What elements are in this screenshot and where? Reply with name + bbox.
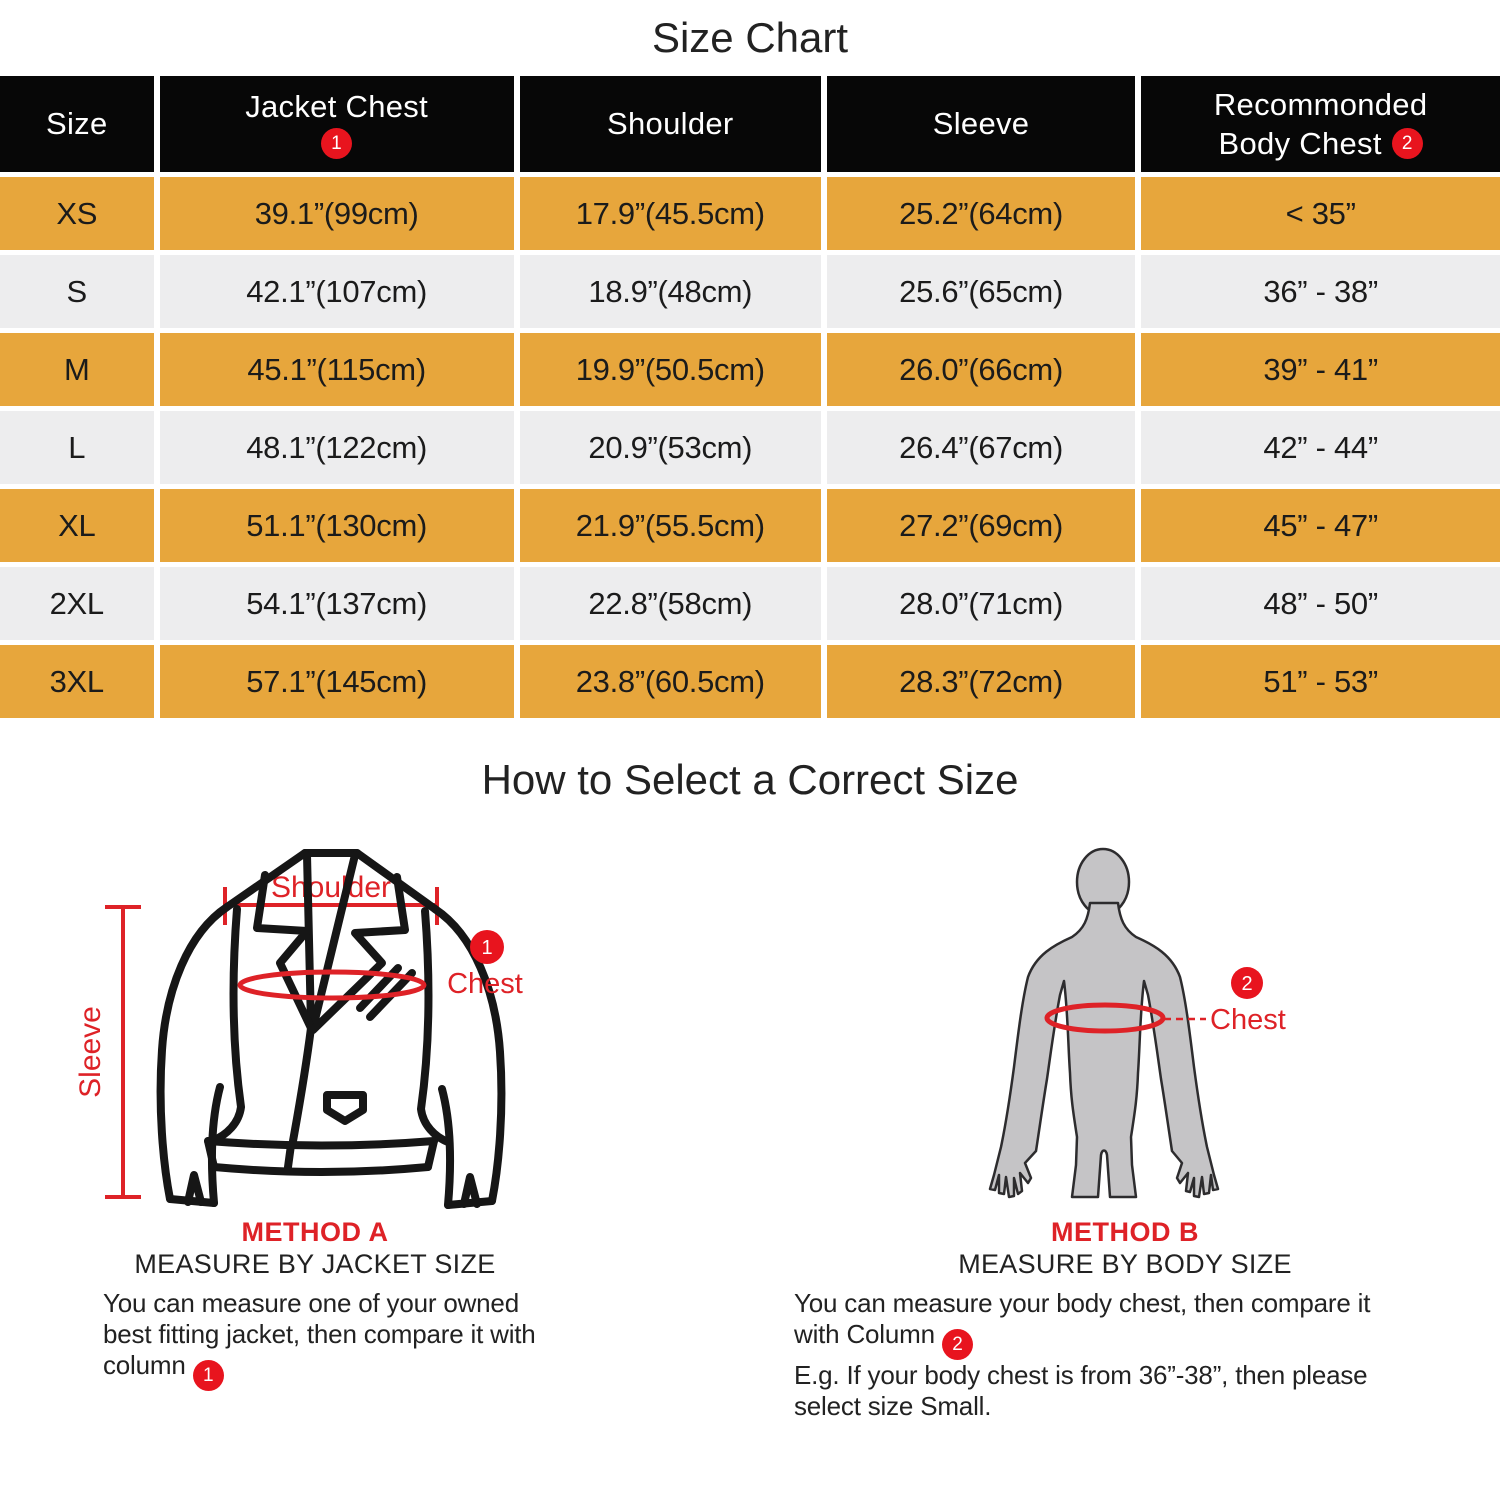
body-diagram <box>980 845 1320 1245</box>
svg-text:2: 2 <box>1241 973 1253 995</box>
cell-shoulder: 19.9”(50.5cm) <box>520 333 821 406</box>
col-header-shoulder-label: Shoulder <box>607 106 734 141</box>
cell-sleeve: 28.0”(71cm) <box>827 567 1135 640</box>
cell-sleeve: 25.2”(64cm) <box>827 177 1135 250</box>
page-title: Size Chart <box>651 14 849 61</box>
badge-1-icon: 1 <box>193 1360 224 1391</box>
table-row <box>0 567 1500 640</box>
cell-size: L <box>0 411 154 484</box>
cell-body-chest: 42” - 44” <box>1141 411 1500 484</box>
table-row <box>0 645 1500 718</box>
cell-sleeve: 26.0”(66cm) <box>827 333 1135 406</box>
method-a-title: METHOD A <box>241 1217 389 1247</box>
method-b-description-line2: E.g. If your body chest is from 36”-38”, then please select size Small. <box>794 1360 1368 1421</box>
header-row <box>0 76 1500 172</box>
col-header-jacket-chest-label: Jacket Chest <box>245 89 429 124</box>
size-table <box>0 71 1500 723</box>
jacket-chest-callout <box>447 930 523 1000</box>
table-row <box>0 255 1500 328</box>
col-header-size <box>0 76 154 172</box>
badge-2-icon: 2 <box>942 1329 973 1360</box>
method-a-subtitle: MEASURE BY JACKET SIZE <box>134 1249 496 1279</box>
cell-shoulder: 23.8”(60.5cm) <box>520 645 821 718</box>
body-chest-label: Chest <box>1210 1004 1286 1036</box>
col-header-sleeve-label: Sleeve <box>932 106 1030 141</box>
method-a-description <box>103 1288 553 1391</box>
jacket-diagram <box>60 845 580 1245</box>
cell-size: S <box>0 255 154 328</box>
cell-size: XS <box>0 177 154 250</box>
method-b-title: METHOD B <box>1051 1217 1199 1247</box>
method-a-panel <box>45 845 585 1465</box>
shoulder-label: Shoulder <box>270 871 392 904</box>
col-header-size-label: Size <box>45 106 108 141</box>
col-header-body-chest-line2: Body Chest <box>1218 125 1382 161</box>
cell-body-chest: 45” - 47” <box>1141 489 1500 562</box>
table-row <box>0 489 1500 562</box>
table-row <box>0 411 1500 484</box>
table-row <box>0 177 1500 250</box>
cell-sleeve: 26.4”(67cm) <box>827 411 1135 484</box>
col-header-shoulder <box>520 76 821 172</box>
cell-body-chest: 39” - 41” <box>1141 333 1500 406</box>
method-b-subtitle: MEASURE BY BODY SIZE <box>958 1249 1292 1279</box>
cell-shoulder: 21.9”(55.5cm) <box>520 489 821 562</box>
col-header-body-chest <box>1141 76 1500 172</box>
cell-jacket-chest: 39.1”(99cm) <box>160 177 514 250</box>
how-to-select-title: How to Select a Correct Size <box>481 756 1019 803</box>
cell-jacket-chest: 42.1”(107cm) <box>160 255 514 328</box>
sleeve-label: Sleeve <box>74 1006 107 1098</box>
cell-shoulder: 20.9”(53cm) <box>520 411 821 484</box>
cell-size: 2XL <box>0 567 154 640</box>
cell-size: XL <box>0 489 154 562</box>
cell-body-chest: 51” - 53” <box>1141 645 1500 718</box>
cell-jacket-chest: 45.1”(115cm) <box>160 333 514 406</box>
table-row <box>0 333 1500 406</box>
col-header-jacket-chest <box>160 76 514 172</box>
jacket-chest-label: Chest <box>447 968 523 1000</box>
cell-jacket-chest: 54.1”(137cm) <box>160 567 514 640</box>
cell-jacket-chest: 48.1”(122cm) <box>160 411 514 484</box>
cell-size: 3XL <box>0 645 154 718</box>
cell-jacket-chest: 57.1”(145cm) <box>160 645 514 718</box>
body-silhouette <box>990 849 1218 1197</box>
svg-text:1: 1 <box>481 937 493 959</box>
cell-body-chest: 36” - 38” <box>1141 255 1500 328</box>
cell-body-chest: 48” - 50” <box>1141 567 1500 640</box>
cell-shoulder: 18.9”(48cm) <box>520 255 821 328</box>
badge-2-icon: 2 <box>1392 128 1423 159</box>
sleeve-measure-line <box>74 907 141 1197</box>
cell-body-chest: < 35” <box>1141 177 1500 250</box>
cell-shoulder: 22.8”(58cm) <box>520 567 821 640</box>
col-header-sleeve <box>827 76 1135 172</box>
cell-sleeve: 27.2”(69cm) <box>827 489 1135 562</box>
badge-1-icon: 1 <box>321 128 352 159</box>
method-b-description <box>794 1288 1416 1422</box>
cell-size: M <box>0 333 154 406</box>
col-header-body-chest-line1: Recommonded <box>1213 86 1428 122</box>
size-table-body <box>0 177 1500 718</box>
method-a-description-text: You can measure one of your owned best fitting jacket, then compare it with column <box>103 1288 536 1380</box>
cell-shoulder: 17.9”(45.5cm) <box>520 177 821 250</box>
size-table-wrap <box>0 71 1500 723</box>
method-b-description-line1: You can measure your body chest, then compare it with Column <box>794 1288 1371 1349</box>
method-b-panel <box>780 845 1470 1465</box>
cell-jacket-chest: 51.1”(130cm) <box>160 489 514 562</box>
cell-sleeve: 25.6”(65cm) <box>827 255 1135 328</box>
cell-sleeve: 28.3”(72cm) <box>827 645 1135 718</box>
